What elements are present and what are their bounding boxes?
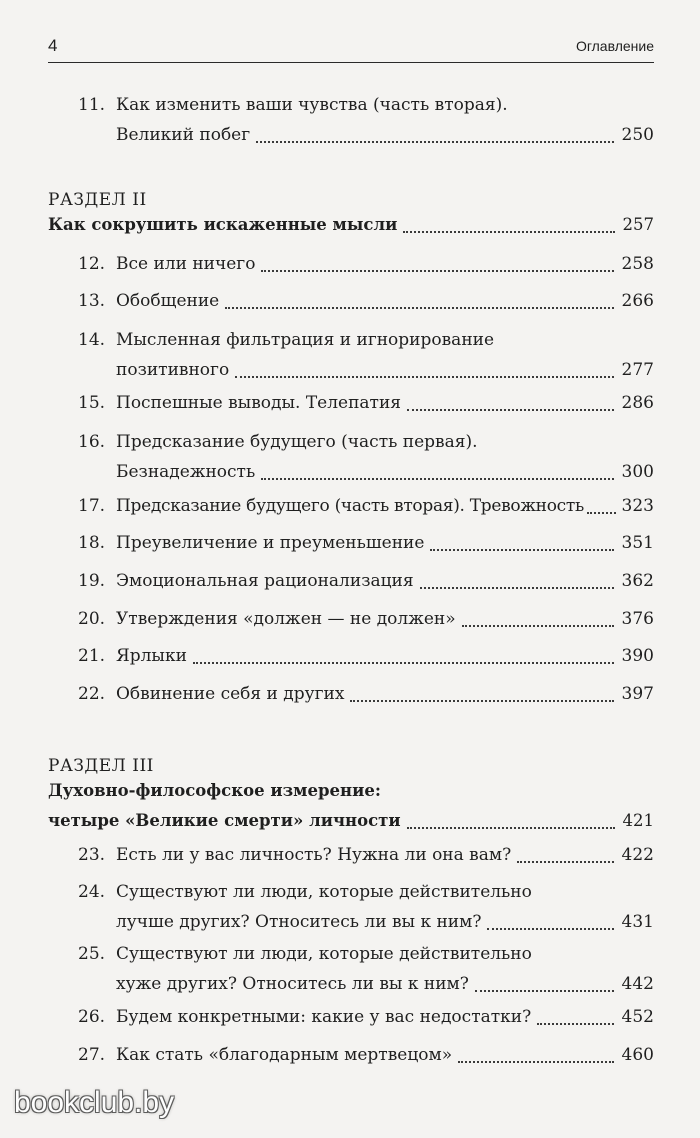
entry-page: 452 <box>621 1007 654 1027</box>
entry-number: 21. <box>78 646 106 666</box>
part-2-label: РАЗДЕЛ II <box>48 190 147 210</box>
leader-dots <box>430 549 613 551</box>
entry-number: 15. <box>78 393 106 413</box>
entry-title-line: Великий побег 250 <box>116 120 654 150</box>
leader-dots <box>517 861 613 863</box>
leader-dots <box>261 270 613 272</box>
entry-page: 277 <box>621 360 654 380</box>
entry-page: 323 <box>621 496 654 516</box>
entry-number: 14. <box>78 330 106 350</box>
leader-dots <box>225 307 613 309</box>
book-page: 4 Оглавление 11. Как изменить ваши чувства (часть вторая). Великий побег 250 РАЗДЕЛ II Как сокрушить искаженные мысли 257 12. Все или ничего 258 13. Обобщение 266 14. Мысленная фильтрация и игнорирование позитивного 277 15. Поспешные выводы. Телепатия 286 16. Предсказание будущего (часть первая). Безнадежность 300 17. Предсказание будущего (часть вторая). Тревожность 323 18. Преувеличение и преуменьшение 351 19. Эмоциональная рационализация 362 20. Утверждения «должен — не должен» 376 21. Ярлыки 390 22. Обвинение себя и других 397 РАЗДЕЛ III Духовно-философское измерение: четыре «Великие смерти» личности 421 23. Есть ли у вас личность? Нужна ли она вам? 422 24. Существуют ли люди, которые действительно лучше других? Относитесь ли вы к ним? 431 25. Существуют ли люди, которые действительно хуже других? Относитесь ли вы к ним? 442 26. Будем конкретными: какие у вас недостатки? 452 27. Как стать «благодарным мертвецом» 460 bookclub.by <box>14 36 654 1119</box>
entry-number: 13. <box>78 291 106 311</box>
watermark: bookclub.by <box>14 1086 175 1119</box>
leader-dots <box>407 827 615 829</box>
entry-number: 25. <box>78 944 106 964</box>
entry-number: 20. <box>78 609 106 629</box>
entry-page: 460 <box>621 1045 654 1065</box>
entry-number: 23. <box>78 845 106 865</box>
leader-dots <box>407 409 614 411</box>
entry-page: 258 <box>621 254 654 274</box>
leader-dots <box>475 990 614 992</box>
leader-dots <box>462 625 614 627</box>
leader-dots <box>235 376 613 378</box>
entry-page: 431 <box>621 912 654 932</box>
entry-title-line: Как изменить ваши чувства (часть вторая). <box>116 95 508 115</box>
header-rule <box>48 62 654 63</box>
part-2-page: 257 <box>622 215 654 234</box>
entry-page: 351 <box>621 533 654 553</box>
page-number: 4 <box>48 36 58 55</box>
entry-page: 397 <box>621 684 654 704</box>
part-2-title[interactable]: Как сокрушить искаженные мысли 257 <box>48 210 654 240</box>
running-head <box>48 36 654 58</box>
entry-page: 286 <box>621 393 654 413</box>
entry-page: 442 <box>621 974 654 994</box>
entry-number: 24. <box>78 882 106 902</box>
leader-dots <box>487 928 613 930</box>
leader-dots <box>193 662 614 664</box>
entry-number: 26. <box>78 1007 106 1027</box>
leader-dots <box>403 231 614 233</box>
entry-number: 27. <box>78 1045 106 1065</box>
part-3-title[interactable]: Духовно-философское измерение: четыре «Великие смерти» личности 421 <box>48 776 654 836</box>
entry-page: 376 <box>621 609 654 629</box>
entry-number: 18. <box>78 533 106 553</box>
entry-number: 16. <box>78 432 106 452</box>
leader-dots <box>256 141 613 143</box>
entry-number: 22. <box>78 684 106 704</box>
entry-number: 19. <box>78 571 106 591</box>
entry-page: 422 <box>621 845 654 865</box>
part-3-page: 421 <box>622 811 654 830</box>
entry-page: 300 <box>621 462 654 482</box>
entry-page: 266 <box>621 291 654 311</box>
entry-page: 362 <box>621 571 654 591</box>
section-name: Оглавление <box>575 38 654 54</box>
leader-dots <box>261 478 613 480</box>
part-3-label: РАЗДЕЛ III <box>48 756 154 776</box>
leader-dots <box>458 1061 613 1063</box>
entry-number: 11. <box>78 95 106 115</box>
leader-dots <box>537 1023 613 1025</box>
leader-dots <box>420 587 614 589</box>
entry-number: 17. <box>78 496 106 516</box>
leader-dots <box>350 700 613 702</box>
entry-page: 390 <box>621 646 654 666</box>
entry-number: 12. <box>78 254 106 274</box>
leader-dots <box>587 512 616 514</box>
entry-page: 250 <box>621 125 654 145</box>
